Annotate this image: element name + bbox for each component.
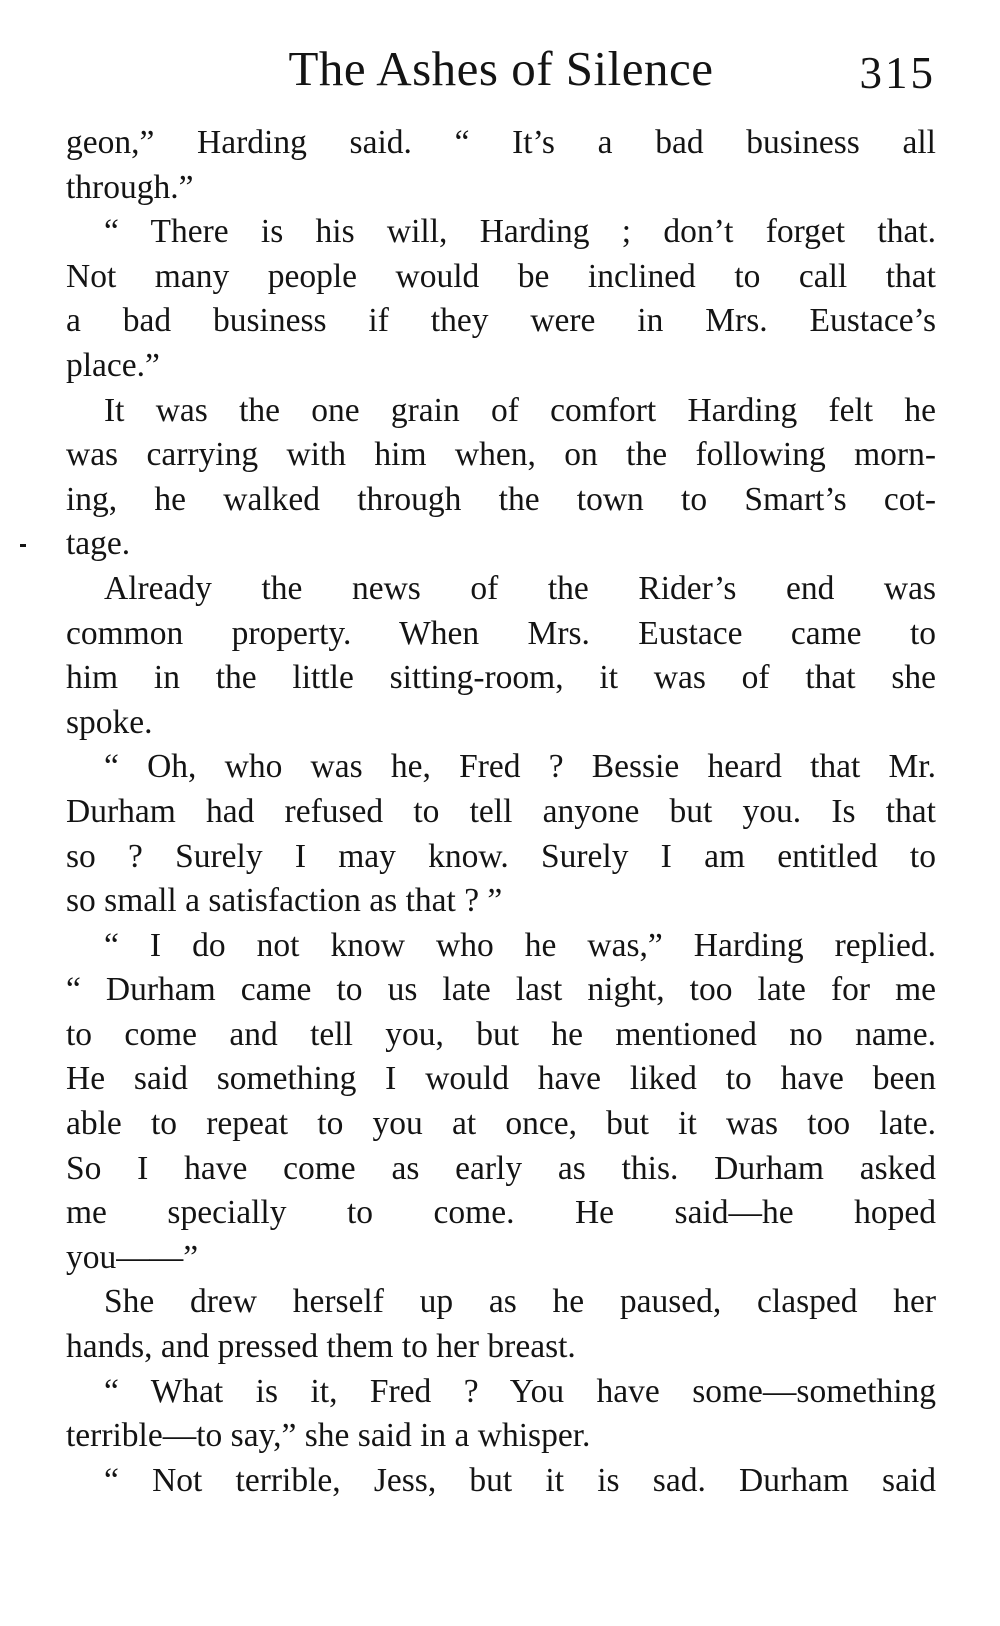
text-line: So I have come as early as this. Durham asked [66, 1149, 936, 1187]
text-line: ing, he walked through the town to Smart’s cot- [66, 480, 936, 518]
text-line: me specially to come. He said—he hoped [66, 1194, 936, 1232]
text-line: geon,” Harding said. “ It’s a bad business all [66, 124, 936, 161]
running-title: The Ashes of Silence [288, 41, 714, 96]
text-line: him in the little sitting-room, it was of that she [66, 659, 936, 697]
text-line: “ Durham came to us late last night, too late for me [66, 971, 936, 1009]
text-line: She drew herself up as he paused, clasped her [104, 1283, 936, 1321]
text-line: “ What is it, Fred ? You have some—something [104, 1372, 936, 1410]
text-line: a bad business if they were in Mrs. Eustace’s [66, 302, 936, 340]
text-line: was carrying with him when, on the following morn- [66, 436, 936, 474]
text-line: able to repeat to you at once, but it was too late. [66, 1105, 936, 1143]
text-line: so ? Surely I may know. Surely I am entitled to [66, 837, 936, 875]
text-line: Durham had refused to tell anyone but you. Is that [66, 792, 936, 830]
text-line: to come and tell you, but he mentioned no name. [66, 1015, 936, 1053]
page-number: 315 [859, 48, 936, 98]
text-line: hands, and pressed them to her breast. [66, 1328, 576, 1366]
text-line: place.” [66, 346, 160, 384]
text-line: so small a satisfaction as that ? ” [66, 882, 503, 920]
margin-mark [20, 544, 26, 547]
body-text [66, 121, 936, 1503]
text-line: through.” [66, 168, 194, 206]
text-line: tage. [66, 525, 131, 563]
text-line: terrible—to say,” she said in a whisper. [66, 1417, 591, 1455]
text-line: spoke. [66, 703, 153, 741]
text-line: He said something I would have liked to have been [66, 1060, 936, 1098]
text-line: It was the one grain of comfort Harding felt he [104, 391, 936, 429]
text-line: Already the news of the Rider’s end was [104, 569, 936, 607]
text-line: “ Oh, who was he, Fred ? Bessie heard that Mr. [104, 748, 936, 786]
page-foot [0, 1535, 1000, 1536]
text-line: “ Not terrible, Jess, but it is sad. Durham said [104, 1461, 936, 1499]
running-head [66, 34, 936, 104]
text-line: Not many people would be inclined to call that [66, 257, 936, 295]
text-line: “ I do not know who he was,” Harding replied. [104, 926, 936, 964]
text-line: common property. When Mrs. Eustace came to [66, 614, 936, 652]
text-line: you——” [66, 1238, 199, 1276]
text-line: “ There is his will, Harding ; don’t forget that. [104, 213, 936, 251]
